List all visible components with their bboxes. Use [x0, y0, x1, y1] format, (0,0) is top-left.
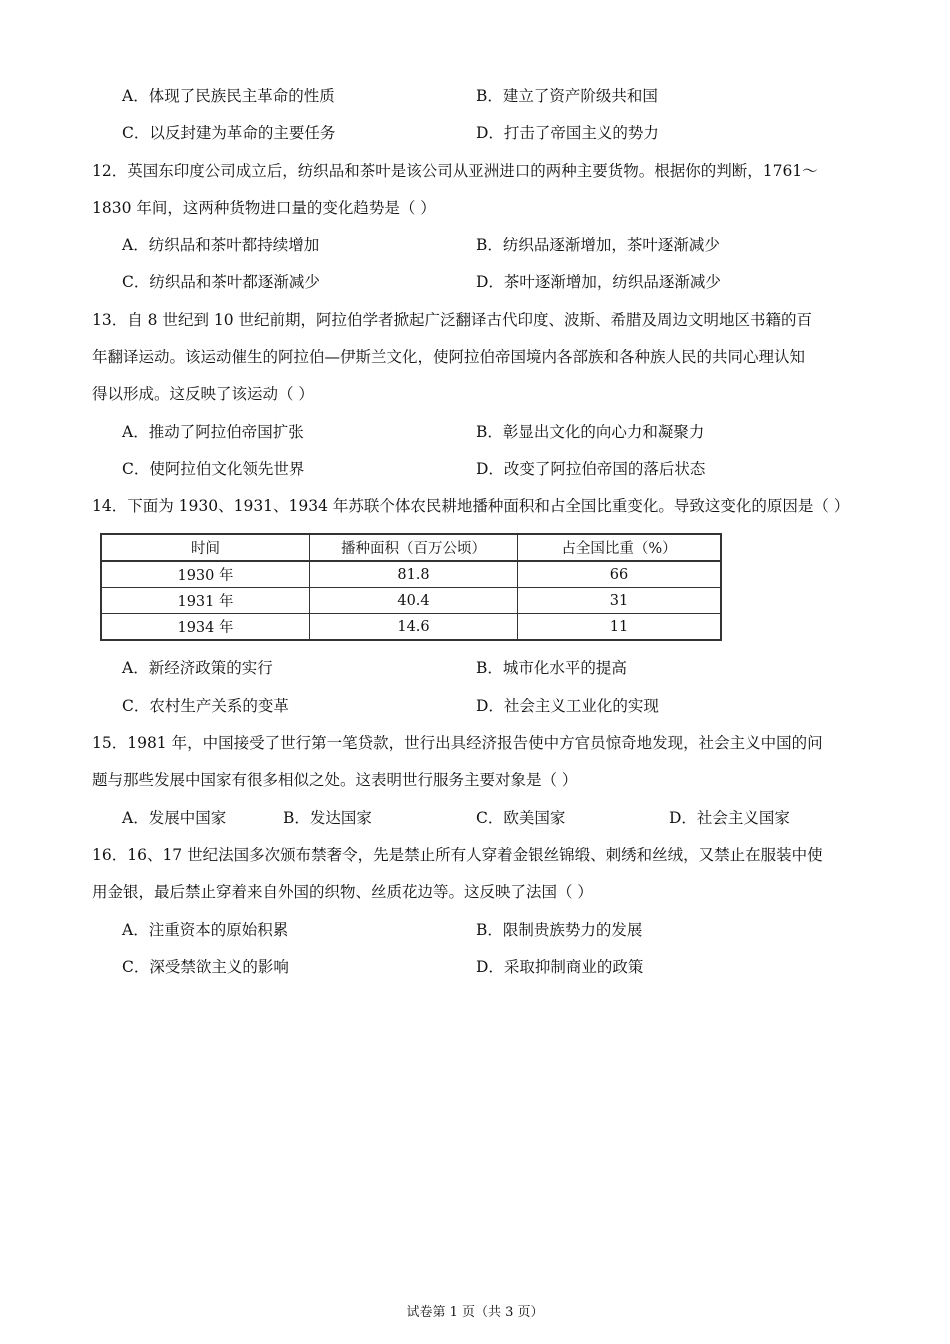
q11-option-c: C．以反封建为革命的主要任务 [122, 124, 336, 142]
q14-stem: 14．下面为 1930、1931、1934 年苏联个体农民耕地播种面积和占全国比重变化。导致这变化的原因是（ ） [92, 497, 850, 515]
q11-option-d: D．打击了帝国主义的势力 [476, 124, 659, 142]
q13-stem-line2: 年翻译运动。该运动催生的阿拉伯—伊斯兰文化，使阿拉伯帝国境内各部族和各种族人民的共同心理认知 [92, 348, 806, 366]
q15-option-d: D．社会主义国家 [669, 809, 790, 827]
table-cell: 1930 年 [101, 561, 310, 588]
q13-option-b: B．彰显出文化的向心力和凝聚力 [476, 423, 705, 441]
q16-option-d: D．采取抑制商业的政策 [476, 958, 644, 976]
table-cell: 40.4 [310, 588, 518, 614]
q12-option-d: D．茶叶逐渐增加，纺织品逐渐减少 [476, 273, 721, 291]
q16-stem-line2: 用金银，最后禁止穿着来自外国的织物、丝质花边等。这反映了法国（ ） [92, 883, 593, 901]
table-header-row [101, 534, 721, 561]
table-header-cell: 时间 [101, 534, 310, 561]
q14-option-a: A．新经济政策的实行 [122, 659, 273, 677]
table-header-cell: 占全国比重（%） [518, 534, 722, 561]
q13-stem-line3: 得以形成。这反映了该运动（ ） [92, 385, 314, 403]
q13-option-a: A．推动了阿拉伯帝国扩张 [122, 423, 304, 441]
q15-option-a: A．发展中国家 [122, 809, 227, 827]
table-row [101, 614, 721, 641]
q12-option-a: A．纺织品和茶叶都持续增加 [122, 236, 320, 254]
q15-option-b: B．发达国家 [283, 809, 372, 827]
q16-stem-line1: 16．16、17 世纪法国多次颁布禁奢令，先是禁止所有人穿着金银丝锦缎、刺绣和丝绒，又禁止在服装中使 [92, 846, 823, 864]
q16-option-c: C．深受禁欲主义的影响 [122, 958, 289, 976]
q13-option-c: C．使阿拉伯文化领先世界 [122, 460, 305, 478]
table-cell: 81.8 [310, 561, 518, 588]
table-cell: 31 [518, 588, 722, 614]
q15-stem-line2: 题与那些发展中国家有很多相似之处。这表明世行服务主要对象是（ ） [92, 771, 578, 789]
table-cell: 66 [518, 561, 722, 588]
table-cell: 14.6 [310, 614, 518, 641]
table-cell: 11 [518, 614, 722, 641]
q16-option-a: A．注重资本的原始积累 [122, 921, 289, 939]
q12-option-c: C．纺织品和茶叶都逐渐减少 [122, 273, 320, 291]
q16-option-b: B．限制贵族势力的发展 [476, 921, 643, 939]
table-cell: 1934 年 [101, 614, 310, 641]
q15-stem-line1: 15．1981 年，中国接受了世行第一笔贷款，世行出具经济报告使中方官员惊奇地发现，社会主义中国的问 [92, 734, 823, 752]
q14-data-table [100, 533, 722, 641]
q12-stem-line1: 12．英国东印度公司成立后，纺织品和茶叶是该公司从亚洲进口的两种主要货物。根据你的判断，1761～ [92, 162, 818, 180]
q12-stem-line2: 1830 年间，这两种货物进口量的变化趋势是（ ） [92, 199, 436, 217]
q14-option-d: D．社会主义工业化的实现 [476, 697, 659, 715]
page-footer: 试卷第 1 页（共 3 页） [406, 1305, 544, 1320]
q11-option-b: B．建立了资产阶级共和国 [476, 87, 658, 105]
q14-option-c: C．农村生产关系的变革 [122, 697, 289, 715]
table-row [101, 561, 721, 588]
q15-option-c: C．欧美国家 [476, 809, 566, 827]
table-row [101, 588, 721, 614]
q13-stem-line1: 13．自 8 世纪到 10 世纪前期，阿拉伯学者掀起广泛翻译古代印度、波斯、希腊及周边文明地区书籍的百 [92, 311, 813, 329]
q13-option-d: D．改变了阿拉伯帝国的落后状态 [476, 460, 706, 478]
q14-option-b: B．城市化水平的提高 [476, 659, 627, 677]
table-header-cell: 播种面积（百万公顷） [310, 534, 518, 561]
q12-option-b: B．纺织品逐渐增加，茶叶逐渐减少 [476, 236, 720, 254]
q11-option-a: A．体现了民族民主革命的性质 [122, 87, 335, 105]
table-cell: 1931 年 [101, 588, 310, 614]
